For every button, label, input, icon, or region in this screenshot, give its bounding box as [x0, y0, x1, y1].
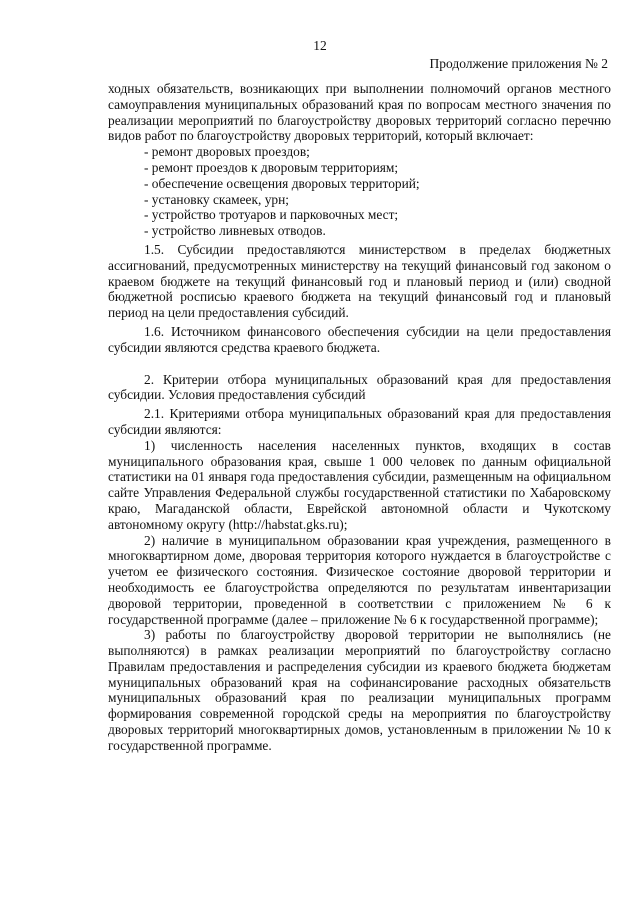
paragraph-1-5: 1.5. Субсидии предоставляются министерством в пределах бюджетных ассигнований, предусмотренных министерству на текущий финансовый год законом о краевом бюджете на текущий финансовый год и плановый период и (или) сводной бюджетной росписью краевого бюджета на текущий финансовый год и плановый период на цели предоставления субсидий. [108, 241, 611, 321]
appendix-continuation-label: Продолжение приложения № 2 [429, 56, 608, 71]
section-2-heading: 2. Критерии отбора муниципальных образований края для предоставления субсидии. Условия предоставления субсидий [108, 371, 611, 403]
paragraph-2-1: 2.1. Критериями отбора муниципальных образований края для предоставления субсидии являются: [108, 406, 611, 437]
criterion-3: 3) работы по благоустройству дворовой территории не выполнялись (не выполняются) в рамках реализации мероприятий по благоустройству согласно Правилам предоставления и распределения субсидии из краевого бюджета бюджетам муниципальных образований края на софинансирование расходных обязательств муниципальных образований края по реализации муниципальных программ формирования современной городской среды на мероприятия по благоустройству дворовых территорий многоквартирных домов, установленным в приложении № 10 к государственной программе. [108, 627, 611, 753]
list-item: - установку скамеек, урн; [144, 191, 289, 207]
list-item: - устройство тротуаров и парковочных мест; [144, 207, 399, 223]
document-body [108, 81, 611, 754]
page-number: 12 [313, 38, 327, 53]
criterion-1: 1) численность населения населенных пунктов, входящих в состав муниципального образования края, свыше 1 000 человек по данным официальной статистики на 01 января года предоставления субсидии, размещенным на официальном сайте Управления Федеральной службы государственной статистики по Хабаровскому краю, Магаданской области, Еврейской автономной области и Чукотскому автономному округу (http://habstat.gks.ru); [108, 437, 611, 532]
list-item: - ремонт проездов к дворовым территориям; [144, 159, 399, 175]
list-item: - обеспечение освещения дворовых территорий; [144, 175, 420, 191]
list-item: - ремонт дворовых проездов; [144, 144, 310, 160]
paragraph-1-6: 1.6. Источником финансового обеспечения субсидии на цели предоставления субсидии являются средства краевого бюджета. [108, 323, 611, 355]
list-item: - устройство ливневых отводов. [144, 223, 326, 239]
paragraph-intro: ходных обязательств, возникающих при выполнении полномочий органов местного самоуправления муниципальных образований края по вопросам местного значения по реализации мероприятий по благоустройству дворовых территорий согласно перечню видов работ по благоустройству дворовых территорий, который включает: [108, 81, 611, 144]
criterion-2: 2) наличие в муниципальном образовании края учреждения, размещенного в многоквартирном доме, дворовая территория которого нуждается в благоустройстве с учетом ее физического состояния. Физическое состояние дворовой территории и необходимость ее благоустройства определяются по результатам инвентаризации дворовой территории, проведенной в соответствии с приложением № 6 к государственной программе (далее – приложение № 6 к государственной программе); [108, 532, 611, 627]
